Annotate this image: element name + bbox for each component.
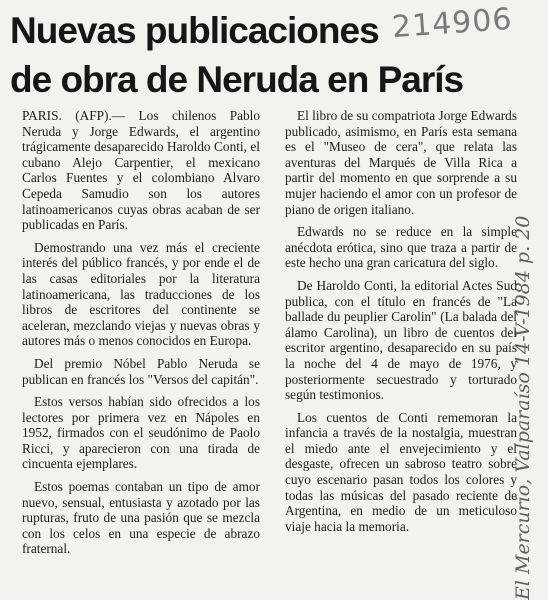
paragraph: Del premio Nóbel Pablo Neruda se publican en francés los "Versos del capitán". — [22, 355, 260, 387]
paragraph: El libro de su compatriota Jorge Edwards publicado, asimismo, en París esta semana es el "Museo de cera", que relata las aventuras del Marqués de Villa Rica a partir del momento en que sorprende a su mujer haciendo el amor con un profesor de piano de origen italiano. — [285, 108, 517, 217]
paragraph: Edwards no se reduce en la simple anécdota erótica, sino que traza a partir de este hecho una gran caricatura del siglo. — [285, 224, 517, 271]
article-column-right — [285, 108, 517, 534]
handwritten-catalog-number: 214906 — [390, 1, 514, 46]
headline-line-2: de obra de Neruda en París — [10, 59, 464, 100]
paragraph: PARIS. (AFP).— Los chilenos Pablo Neruda y Jorge Edwards, el argentino trágicamente desaparecido Haroldo Conti, el cubano Alejo Carpentier, el mexicano Carlos Fuentes y el colombiano Alvaro Cepeda Samudio son los autores latinoamericanos cuyas obras acaban de ser publicadas en París. — [22, 108, 260, 233]
paragraph: De Haroldo Conti, la editorial Actes Sud publica, con el título en francés de "La ballade du peuplier Carolin" (La balada del álamo Carolina), un libro de cuentos del escritor argentino, desaparecido en su país la noche del 4 de mayo de 1976, y posteriormente secuestrado y torturado según testimonios. — [285, 277, 517, 403]
paragraph: Los cuentos de Conti rememoran la infancia a través de la nostalgia, muestran el miedo ante el envejecimiento y el desgaste, ofrecen un sabroso teatro sobre cuyo escenario pasan todos los colores y todas las músicas del pasado reciente de Argentina, en medio de un meticuloso viaje hacia la memoria. — [285, 409, 517, 534]
paragraph: Estos poemas contaban un tipo de amor nuevo, sensual, entusiasta y azotado por las rupturas, fruto de una pasión que se mezcla con los celos en una especie de abrazo fraternal. — [22, 479, 260, 557]
paragraph: Demostrando una vez más el creciente interés del público francés, y por ende el de las casas editoriales por la literatura latinoamericana, las traducciones de los libros de escritores del continente se aceleran, mezclando viejas y nuevas obras y autores más o menos conocidos en Europa. — [22, 239, 260, 349]
headline-line-1: Nuevas publicaciones — [10, 10, 379, 51]
handwritten-source-note: El Mercurio, Valparaíso 14-V-1984 p. 20 — [512, 215, 534, 600]
paragraph: Estos versos habían sido ofrecidos a los lectores por primera vez en Nápoles en 1952, firmados con el seudónimo de Paolo Ricci, y aparecieron con una tirada de cincuenta ejemplares. — [22, 394, 260, 472]
article-column-left — [22, 108, 260, 557]
